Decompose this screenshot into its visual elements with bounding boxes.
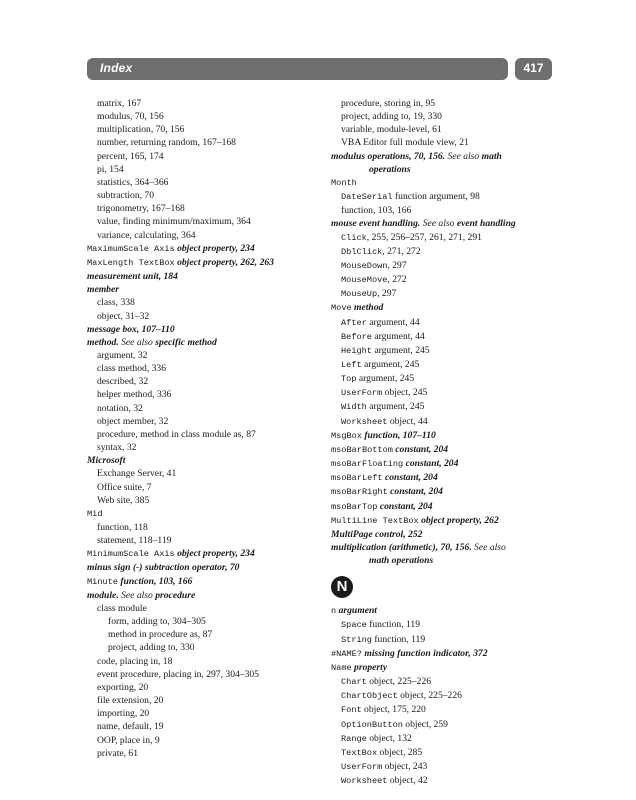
index-entry-text: constant, 204 — [403, 458, 459, 470]
index-entry — [331, 457, 571, 471]
index-entry-text: function, 107–110 — [361, 429, 436, 441]
index-subentry — [331, 415, 571, 429]
index-entry-text: MouseMove — [341, 275, 388, 286]
index-subentry — [331, 330, 571, 344]
index-entry-text: , 271, 272 — [382, 245, 421, 257]
index-entry-text: ChartObject — [341, 691, 398, 702]
index-entry-text: object, 132 — [366, 732, 412, 744]
index-entry — [331, 500, 571, 514]
index-entry-text: minus sign (-) subtraction operator, 70 — [87, 562, 240, 574]
index-entry-text: message box, 107–110 — [87, 323, 175, 335]
index-entry — [331, 176, 571, 190]
index-entry-text: Before — [341, 331, 372, 342]
index-entry-text: function, 103, 166 — [341, 205, 412, 217]
index-entry-text: object, 225–226 — [397, 690, 462, 702]
index-subentry — [331, 372, 571, 386]
index-entry-text: MsgBox — [331, 430, 362, 441]
index-subentry — [331, 732, 571, 746]
index-entry-text: DblClick — [341, 246, 383, 257]
index-entry-text: msoBarBottom — [331, 444, 393, 455]
index-subentry — [87, 375, 325, 388]
index-entry — [87, 323, 325, 336]
index-entry-text: msoBarLeft — [331, 473, 383, 484]
index-entry-text: Chart — [341, 677, 367, 688]
index-entry-text: measurement unit, 184 — [87, 271, 178, 283]
index-entry-text: function, 119 — [371, 633, 426, 645]
index-entry-text: msoBarFloating — [331, 459, 404, 470]
index-subentry — [331, 316, 571, 330]
index-entry — [87, 283, 325, 296]
index-entry-text: module. — [87, 589, 119, 601]
index-entry-text: procedure — [155, 589, 196, 601]
index-entry-text: MouseUp — [341, 289, 378, 300]
index-subentry — [331, 746, 571, 760]
index-entry-text: event procedure, placing in, 297, 304–305 — [97, 668, 259, 680]
index-entry-text: notation, 32 — [97, 402, 143, 414]
index-entry-text: object, 245 — [382, 387, 428, 399]
index-entry-text: Click — [341, 232, 367, 243]
index-entry-text: , 255, 256–257, 261, 271, 291 — [366, 231, 482, 243]
index-subentry — [331, 97, 571, 110]
index-subentry — [331, 618, 571, 632]
index-entry-text: operations — [369, 163, 411, 175]
index-subentry — [87, 694, 325, 707]
index-entry — [87, 507, 325, 521]
index-entry-text: See also — [445, 150, 482, 162]
index-entry-text: object, 259 — [402, 718, 448, 730]
index-entry-text: Office suite, 7 — [97, 481, 152, 493]
index-subentry — [87, 441, 325, 454]
index-entry-text: exporting, 20 — [97, 681, 149, 693]
letter-n-icon: N — [331, 576, 353, 598]
index-entry — [331, 443, 571, 457]
index-entry-text: MultiPage control, 252 — [331, 528, 423, 540]
index-entry — [87, 242, 325, 256]
index-subentry — [331, 245, 571, 259]
index-entry-text: Web site, 385 — [97, 494, 150, 506]
index-subentry — [87, 494, 325, 507]
index-entry-text: object, 225–226 — [366, 676, 432, 688]
index-subentry — [87, 415, 325, 428]
index-entry — [87, 547, 325, 561]
index-entry-text: missing function indicator, 372 — [361, 647, 488, 659]
index-entry-text: MouseDown — [341, 260, 388, 271]
index-subentry — [331, 259, 571, 273]
page-number: 417 — [523, 61, 544, 75]
index-subentry — [87, 534, 325, 547]
index-entry-text: method. — [87, 336, 119, 348]
index-entry-text: After — [341, 317, 367, 328]
index-entry-text: String — [341, 634, 372, 645]
index-subentry — [87, 734, 325, 747]
index-entry — [331, 150, 571, 163]
index-entry-text: Exchange Server, 41 — [97, 468, 177, 480]
index-entry-text: VBA Editor full module view, 21 — [341, 137, 469, 149]
index-subentry — [331, 204, 571, 217]
index-entry-text: object property, 262, 263 — [174, 256, 274, 268]
index-entry — [331, 661, 571, 675]
index-entry-text: property — [351, 661, 388, 673]
index-entry-text: helper method, 336 — [97, 389, 172, 401]
index-entry-text: argument, 245 — [366, 401, 425, 413]
index-entry — [87, 589, 325, 602]
index-entry-text: argument, 245 — [356, 373, 415, 385]
index-subentry — [87, 296, 325, 309]
index-subentry — [331, 760, 571, 774]
index-entry-text: argument, 32 — [97, 349, 148, 361]
index-entry-text: argument, 44 — [366, 316, 420, 328]
index-entry-text: n — [331, 606, 337, 617]
running-header-title: Index — [100, 61, 133, 75]
index-subentry — [87, 668, 325, 681]
index-entry-text: function, 119 — [366, 619, 420, 631]
index-entry-text: statistics, 364–366 — [97, 176, 169, 188]
index-subentry — [331, 231, 571, 245]
index-subentry — [87, 110, 325, 123]
index-entry — [87, 454, 325, 467]
index-entry-text: percent, 165, 174 — [97, 150, 164, 162]
index-entry-text: Worksheet — [341, 416, 388, 427]
index-subentry — [331, 123, 571, 136]
index-subentry — [87, 428, 325, 441]
index-entry-text: constant, 204 — [377, 500, 433, 512]
index-entry-text: multiplication, 70, 156 — [97, 124, 185, 136]
index-entry-text: Width — [341, 402, 367, 413]
index-subentry — [87, 747, 325, 760]
index-subentry — [87, 467, 325, 480]
index-entry-text: name, default, 19 — [97, 721, 164, 733]
index-entry-text: method — [351, 302, 384, 314]
index-entry-text: class method, 336 — [97, 363, 167, 375]
index-entry-text: TextBox — [341, 747, 378, 758]
index-entry-text: OOP, place in, 9 — [97, 734, 160, 746]
index-entry-text: OptionButton — [341, 719, 403, 730]
index-entry — [87, 336, 325, 349]
index-subentry — [87, 136, 325, 149]
index-entry-text: msoBarTop — [331, 501, 378, 512]
index-entry-text: object property, 262 — [418, 514, 499, 526]
index-subentry — [87, 388, 325, 401]
index-subentry — [331, 386, 571, 400]
index-column-left — [87, 97, 325, 760]
index-entry-text: specific method — [155, 336, 217, 348]
index-subentry — [87, 655, 325, 668]
index-entry-text: object, 285 — [377, 746, 423, 758]
index-entry-text: object, 243 — [382, 761, 428, 773]
index-entry-text: number, returning random, 167–168 — [97, 137, 236, 149]
index-entry-text: Space — [341, 620, 367, 631]
index-subentry — [331, 358, 571, 372]
index-entry — [331, 541, 571, 554]
index-entry-text: modulus, 70, 156 — [97, 111, 164, 123]
index-column-right — [331, 97, 571, 788]
index-subentry — [331, 287, 571, 301]
index-entry-text: event handling — [456, 218, 516, 230]
index-entry — [331, 217, 571, 230]
index-entry-text: private, 61 — [97, 747, 139, 759]
index-subentry — [331, 136, 571, 149]
index-entry-text: MaxLength TextBox — [87, 257, 175, 268]
index-entry-text: multiplication (arithmetic), 70, 156. — [331, 542, 472, 553]
index-subentry — [87, 310, 325, 323]
index-entry — [331, 514, 571, 528]
index-entry-continuation — [331, 163, 571, 176]
index-entry-text: argument, 44 — [371, 330, 425, 342]
index-entry-text: Month — [331, 177, 357, 188]
index-subentry — [87, 202, 325, 215]
index-entry — [331, 647, 571, 661]
index-entry-text: object, 175, 220 — [361, 704, 426, 716]
index-entry-text: DateSerial — [341, 192, 393, 203]
index-entry-text: , 297 — [387, 259, 407, 271]
index-subentry — [87, 641, 325, 654]
index-entry — [331, 471, 571, 485]
index-entry-text: See also — [118, 336, 156, 348]
index-entry-text: project, adding to, 330 — [108, 642, 195, 654]
index-entry-text: Microsoft — [87, 455, 126, 467]
index-entry-text: function, 118 — [97, 522, 148, 533]
index-subentry — [87, 720, 325, 733]
index-entry-continuation — [331, 554, 571, 567]
index-subentry — [87, 349, 325, 362]
index-subentry — [331, 703, 571, 717]
index-entry — [87, 575, 325, 589]
index-entry — [331, 528, 571, 541]
index-subentry — [87, 602, 325, 615]
index-entry-text: See also — [420, 218, 457, 230]
index-subentry — [87, 189, 325, 202]
index-entry-text: form, adding to, 304–305 — [108, 616, 206, 628]
index-entry-text: MultiLine TextBox — [331, 515, 419, 526]
index-entry-text: object, 44 — [387, 415, 428, 427]
index-entry-text: member — [87, 284, 119, 296]
index-subentry — [87, 362, 325, 375]
index-subentry — [87, 229, 325, 242]
index-entry-text: importing, 20 — [97, 708, 150, 720]
index-entry-text: syntax, 32 — [97, 442, 137, 454]
index-entry-text: class module — [97, 602, 147, 614]
index-entry-text: method in procedure as, 87 — [108, 629, 213, 641]
index-entry-text: Height — [341, 345, 372, 356]
index-entry-text: object member, 32 — [97, 415, 169, 427]
index-subentry — [331, 774, 571, 788]
index-entry — [87, 561, 325, 574]
index-entry-text: argument, 245 — [371, 344, 430, 356]
index-entry-text: #NAME? — [331, 648, 362, 659]
index-subentry — [331, 633, 571, 647]
index-entry-text: Top — [341, 374, 357, 385]
index-entry-text: trigonometry, 167–168 — [97, 203, 185, 215]
index-entry-text: argument — [336, 605, 377, 617]
index-entry-text: object, 42 — [387, 775, 428, 787]
index-entry-text: constant, 204 — [387, 486, 443, 498]
header-bar — [87, 58, 508, 80]
index-entry-text: Range — [341, 733, 367, 744]
index-entry — [331, 301, 571, 315]
index-subentry — [331, 273, 571, 287]
index-entry-text: UserForm — [341, 388, 383, 399]
index-entry-text: , 272 — [387, 274, 407, 286]
index-subentry — [331, 675, 571, 689]
index-entry-text: value, finding minimum/maximum, 364 — [97, 216, 251, 228]
index-entry-text: subtraction, 70 — [97, 190, 155, 202]
index-entry-text: pi, 154 — [97, 163, 124, 175]
index-entry-text: object property, 234 — [174, 548, 255, 560]
index-entry — [87, 270, 325, 283]
index-subentry — [331, 689, 571, 703]
index-subentry — [87, 97, 325, 110]
index-entry-text: , 297 — [377, 288, 397, 300]
index-subentry — [87, 481, 325, 494]
index-subentry — [87, 402, 325, 415]
index-entry-text: Font — [341, 705, 362, 716]
index-entry-text: constant, 204 — [392, 443, 449, 455]
index-entry-text: math — [481, 150, 502, 162]
index-entry-text: See also — [118, 589, 156, 601]
index-entry-text: described, 32 — [97, 376, 149, 388]
index-entry-text: mouse event handling. — [331, 218, 421, 230]
index-entry-text: matrix, 167 — [97, 98, 142, 109]
section-letter-icon — [331, 567, 571, 604]
index-subentry — [331, 400, 571, 414]
index-entry — [331, 429, 571, 443]
index-entry-text: Move — [331, 303, 352, 314]
index-subentry — [331, 344, 571, 358]
index-subentry — [87, 521, 325, 534]
index-entry-text: UserForm — [341, 762, 383, 773]
index-subentry — [87, 681, 325, 694]
index-subentry — [331, 110, 571, 123]
index-entry-text: Worksheet — [341, 776, 388, 787]
index-entry-text: statement, 118–119 — [97, 535, 172, 547]
index-entry-text: variable, module-level, 61 — [341, 124, 442, 136]
index-subentry — [87, 176, 325, 189]
index-entry-text: MinimumScale Axis — [87, 549, 175, 560]
index-entry-text: See also — [471, 542, 506, 553]
index-entry — [331, 485, 571, 499]
index-entry — [331, 604, 571, 618]
index-subentry — [87, 163, 325, 176]
index-entry-text: object, 31–32 — [97, 310, 150, 322]
index-subentry — [331, 718, 571, 732]
index-subentry — [87, 628, 325, 641]
index-entry-text: Mid — [87, 508, 103, 519]
index-subentry — [87, 615, 325, 628]
index-entry-text: Minute — [87, 576, 118, 587]
index-subentry — [87, 215, 325, 228]
index-entry-text: variance, calculating, 364 — [97, 229, 196, 241]
index-entry-text: procedure, storing in, 95 — [341, 98, 436, 109]
index-entry-text: function argument, 98 — [392, 191, 480, 203]
index-subentry — [87, 150, 325, 163]
index-entry-text: math operations — [369, 555, 434, 567]
index-entry-text: project, adding to, 19, 330 — [341, 111, 442, 123]
index-entry-text: procedure, method in class module as, 87 — [97, 428, 256, 440]
index-entry-text: modulus operations, 70, 156. — [331, 150, 446, 162]
index-subentry — [87, 123, 325, 136]
index-entry-text: function, 103, 166 — [117, 575, 193, 587]
index-subentry — [331, 190, 571, 204]
index-entry-text: code, placing in, 18 — [97, 655, 173, 667]
index-subentry — [87, 707, 325, 720]
index-entry-text: MaximumScale Axis — [87, 243, 175, 254]
index-entry-text: argument, 245 — [361, 358, 420, 370]
index-entry-text: Name — [331, 662, 352, 673]
index-entry-text: class, 338 — [97, 297, 135, 309]
index-entry-text: Left — [341, 359, 362, 370]
index-entry-text: constant, 204 — [382, 472, 438, 484]
index-entry-text: file extension, 20 — [97, 695, 164, 707]
index-entry-text: msoBarRight — [331, 487, 388, 498]
index-entry — [87, 256, 325, 270]
index-entry-text: object property, 234 — [174, 242, 255, 254]
